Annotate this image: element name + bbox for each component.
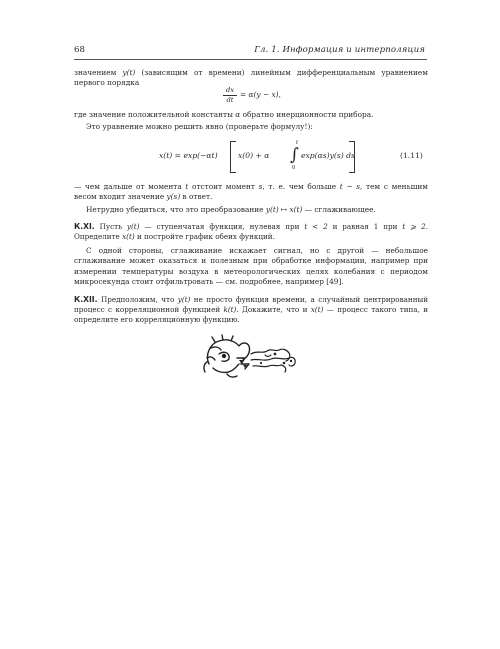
chapter-title: Гл. 1. Информация и интерполяция [254,45,425,55]
left-bracket [230,141,236,173]
text: отстоит момент [188,182,259,191]
exercise-label: К.XI. [74,222,95,231]
math: y(t) [122,68,136,77]
fraction-numerator: dx [225,86,235,94]
math: t − s [339,182,361,191]
text: где значение положительной константы [74,110,236,119]
running-header [74,45,427,59]
math: t < 2 [304,222,328,231]
integral-upper-limit: t [296,140,299,146]
page-number: 68 [74,45,85,55]
paragraph-constant [74,110,428,120]
paragraph-solve [74,122,428,132]
equation-lhs: x(t) = exp(−αt) [159,151,218,160]
text: С одной стороны, сглаживание искажает сигнал, но с другой — небольшое сглаживание может оказаться и полезным при обработке информации, например при измерении температуры воздуха в метеорологических целях колебания с периодом микросекунда стоит отфильтровать — см. подробнее, например [49]. [74,246,428,286]
math: α [235,110,241,119]
text: . Определите [74,222,428,242]
right-bracket [349,141,355,173]
exercise-k-xii [74,295,428,326]
integral-lower-limit: 0 [292,165,296,171]
derivative-fraction [222,86,238,105]
equation-number: (1.11) [400,151,423,160]
paragraph-filtering [74,246,428,287]
math: y(s) [166,192,181,202]
text: не просто функция времени, а случайный центрированный процесс с корреляционной функцией [74,295,429,315]
header-rule [74,59,427,60]
text: Нетрудно убедиться, что это преобразование [86,205,266,214]
text: значением [74,68,123,77]
text: — ступенчатая функция, нулевая при [139,222,305,231]
equation-1-11 [0,137,500,177]
text: (зависящим от времени) линейным дифференциальным уравнением первого порядка [74,68,428,88]
text: обратно инерционности прибора. [240,110,374,119]
fraction-denominator: dt [226,96,234,104]
text: и постройте график обеих функций. [134,232,275,242]
text: , тем с меньшим весом входит значение [74,182,429,202]
paragraph-weight [74,182,428,203]
exercise-label: К.XII. [74,295,98,304]
text: — сглаживающее. [302,205,376,214]
integral-sign-icon: ∫ [290,145,299,165]
math: y(t) [126,222,140,231]
text: — процесс такого типа, и определите его корреляционную функцию. [74,305,428,325]
text: Пусть [94,222,127,231]
math: y(t) [177,295,191,304]
text: Предположим, что [97,295,178,304]
text: в ответ. [180,192,213,202]
text: . Докажите, что и [236,305,311,315]
math: t [185,182,189,191]
dragon-ornament-icon [201,334,299,380]
text: и равная 1 при [327,222,403,231]
text: — чем дальше от момента [74,182,186,191]
math: x(t) [122,232,135,242]
text: Это уравнение можно решить явно (проверьте формулу!): [86,122,313,131]
equation-term-1: x(0) + α [238,151,270,160]
integrand: exp(αs)y(s) ds [301,151,355,160]
paragraph-smoothing [74,205,428,215]
exercise-k-xi [74,222,428,242]
equation-rhs: = α(y − x), [240,90,281,99]
math: x(t) [310,305,324,315]
math: k(t) [223,305,237,315]
equation-ode [0,84,500,106]
text: , т. е. чем больше [262,182,340,191]
math: y(t) ↦ x(t) [265,205,303,214]
math: s [258,182,263,191]
math: t ⩾ 2 [402,222,426,231]
